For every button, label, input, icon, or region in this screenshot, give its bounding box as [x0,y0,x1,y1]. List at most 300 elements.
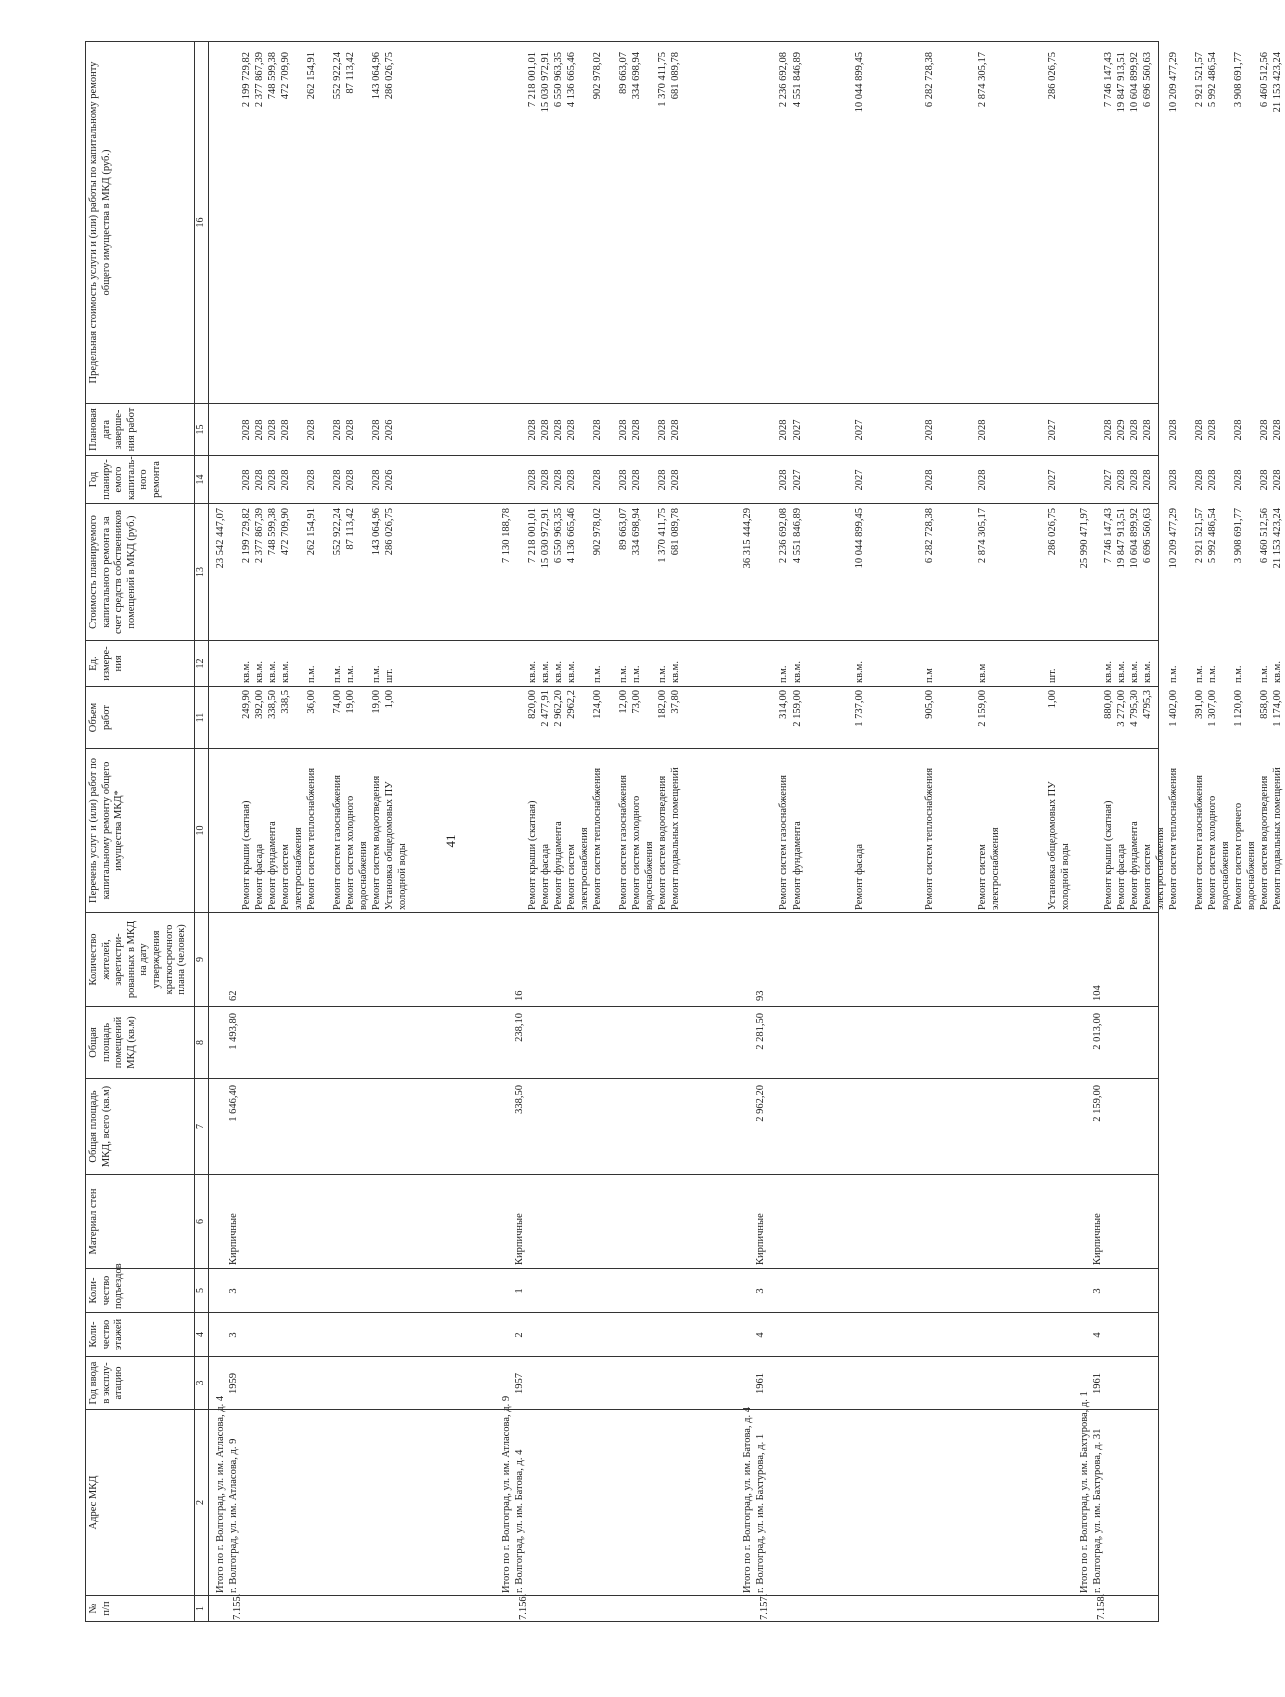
column-number: 8 [195,1007,209,1079]
work-cost: 552 922,24 [332,508,343,556]
header-area-total: Общая площадь МКД, всего (кв.м) [86,1079,195,1175]
work-cost: 5 992 486,54 [1207,508,1218,564]
work-volume: 2 159,00 [977,690,988,727]
column-number: 4 [195,1313,209,1357]
work-name-line: электроснабжения [293,827,304,910]
work-cost: 10 044 899,45 [854,508,865,569]
work-unit: кв.м. [1129,661,1140,683]
work-end-date: 2028 [618,419,629,441]
work-volume: 1 174,00 [1272,690,1283,727]
work-volume: 2 477,91 [540,690,551,727]
work-name-line: электроснабжения [1155,827,1166,910]
work-name-line: Ремонт систем теплоснабжения [924,767,935,910]
table-vertical-rule [209,503,1159,504]
work-volume: 880,00 [1103,690,1114,719]
work-repair-year: 2027 [1047,469,1058,491]
year-built: 1957 [514,1373,525,1394]
column-number: 13 [195,504,209,641]
work-unit: шт. [384,668,395,683]
work-cost: 89 663,07 [618,508,629,550]
area-rooms: 1 493,80 [228,1013,239,1050]
work-name [280,827,306,910]
work-repair-year: 2028 [332,469,343,491]
work-volume: 12,00 [618,690,629,714]
work-end-date: 2028 [371,419,382,441]
work-name-line: Ремонт фундамента [1129,821,1140,910]
work-limit-cost: 2 236 692,08 [778,52,789,108]
table-vertical-rule [209,1409,1159,1410]
work-limit-cost: 286 026,75 [384,52,395,100]
work-name-line: Ремонт фундамента [553,821,564,910]
work-volume: 820,00 [527,690,538,719]
work-name [1233,803,1259,910]
work-unit: кв.м [977,663,988,683]
work-name [1129,821,1142,910]
work-unit: п.м. [657,665,668,683]
work-unit: п.м. [1194,665,1205,683]
work-name [566,827,592,910]
work-name [527,800,540,910]
work-name-line: Ремонт систем водоотведения [1259,775,1270,910]
work-end-date: 2028 [254,419,265,441]
entrances: 3 [1092,1288,1103,1294]
work-cost: 4 136 665,46 [566,508,577,564]
work-volume: 338,50 [267,690,278,719]
row-address: г. Волгоград, ул. им. Батова, д. 4 [514,1449,525,1593]
work-name [657,776,670,910]
work-repair-year: 2028 [254,469,265,491]
table-vertical-rule [209,1174,1159,1175]
table-vertical-rule [209,748,1159,749]
work-name [1207,796,1233,910]
header-residents: Количество жителей, зарегистри- рованных в МКД на дату утверждения краткосрочного плана (человек) [86,913,195,1007]
work-name [1142,827,1168,910]
work-volume: 2962,2 [566,690,577,719]
group-total-cost: 36 315 444,29 [742,508,753,569]
work-limit-cost: 334 698,94 [631,52,642,100]
work-name [540,844,553,910]
work-end-date: 2028 [1103,419,1114,441]
work-cost: 143 064,96 [371,508,382,556]
work-unit: п.м. [371,665,382,683]
work-limit-cost: 6 550 963,35 [553,52,564,108]
work-volume: 1 307,00 [1207,690,1218,727]
work-cost: 286 026,75 [384,508,395,556]
work-end-date: 2028 [241,419,252,441]
work-volume: 19,00 [371,690,382,714]
group-total-label: Итого по г. Волгоград, ул. им. Атласова, д. 4 [215,1395,226,1593]
work-end-date: 2028 [924,419,935,441]
work-cost: 681 089,78 [670,508,681,556]
work-repair-year: 2028 [1168,469,1179,491]
work-repair-year: 2028 [592,469,603,491]
work-name-line: Ремонт фундамента [267,821,278,910]
header-address: Адрес МКД [86,1410,195,1596]
work-limit-cost: 2 377 867,39 [254,52,265,108]
floors: 2 [514,1332,525,1338]
work-name [631,796,657,910]
work-end-date: 2028 [778,419,789,441]
work-name [618,775,631,910]
column-number: 14 [195,456,209,504]
work-end-date: 2028 [631,419,642,441]
table-vertical-rule [209,1595,1159,1596]
work-unit: п.м. [332,665,343,683]
area-total: 2 962,20 [755,1085,766,1122]
work-name [345,796,371,910]
work-unit: кв.м. [854,661,865,683]
work-repair-year: 2028 [540,469,551,491]
area-total: 2 159,00 [1092,1085,1103,1122]
rotated-table-page [85,42,1283,1622]
work-unit: п.м. [1207,665,1218,683]
work-repair-year: 2027 [854,469,865,491]
work-name [1259,776,1272,910]
work-name-line: Ремонт крыши (скатная) [241,800,252,910]
work-cost: 2 377 867,39 [254,508,265,564]
work-name [553,821,566,910]
work-repair-year: 2028 [371,469,382,491]
column-number: 16 [195,42,209,404]
work-cost: 19 847 913,51 [1116,508,1127,569]
table-bottom-rule [1158,42,1159,1622]
work-name-line: Ремонт систем [977,844,988,910]
work-repair-year: 2028 [241,469,252,491]
header-cost: Стоимость планируемого капитального ремонта за счет средств собственников помещений в МКД (руб.) [86,504,195,641]
table-vertical-rule [209,1621,1159,1622]
work-end-date: 2026 [384,419,395,441]
work-cost: 6 696 560,63 [1142,508,1153,564]
work-unit: кв.м. [540,661,551,683]
work-name-line: Ремонт систем газоснабжения [618,775,629,910]
work-limit-cost: 19 847 913,51 [1116,52,1127,113]
work-name-line: Ремонт систем газоснабжения [778,775,789,910]
work-name-line: холодной воды [397,843,408,910]
work-unit: кв.м. [1142,661,1153,683]
work-name-line: Установка общедомовых ПУ [1047,781,1058,910]
work-name [1168,768,1181,910]
work-volume: 36,00 [306,690,317,714]
column-number: 1 [195,1596,209,1622]
work-name [384,781,410,910]
row-address: г. Волгоград, ул. им. Бахтурова, д. 31 [1092,1428,1103,1593]
work-limit-cost: 2 921 521,57 [1194,52,1205,108]
floors: 4 [1092,1332,1103,1338]
work-cost: 7 746 147,43 [1103,508,1114,564]
work-name-line: Ремонт систем газоснабжения [332,775,343,910]
work-cost: 3 908 691,77 [1233,508,1244,564]
column-number: 11 [195,687,209,749]
header-area-rooms: Общая площадь помещений МКД (кв.м) [86,1007,195,1079]
floors: 3 [228,1332,239,1338]
work-repair-year: 2028 [657,469,668,491]
work-cost: 10 209 477,29 [1168,508,1179,569]
work-name [1194,775,1207,910]
work-cost: 6 550 963,35 [553,508,564,564]
work-unit: п.м. [778,665,789,683]
table-vertical-rule [209,640,1159,641]
work-repair-year: 2028 [306,469,317,491]
work-unit: п.м. [1168,665,1179,683]
year-built: 1961 [755,1373,766,1394]
work-end-date: 2028 [1194,419,1205,441]
work-name [1047,781,1073,910]
work-name-line: Установка общедомовых ПУ [384,781,395,910]
work-name-line: водоснабжения [358,841,369,910]
table-vertical-rule [209,41,1159,42]
area-rooms: 238,10 [514,1013,525,1042]
area-rooms: 2 013,00 [1092,1013,1103,1050]
work-repair-year: 2028 [1129,469,1140,491]
work-name-line: холодной воды [1060,843,1071,910]
work-unit: кв.м. [280,661,291,683]
work-repair-year: 2028 [280,469,291,491]
group-total-label: Итого по г. Волгоград, ул. им. Батова, д. 4 [742,1406,753,1593]
work-name [267,821,280,910]
work-repair-year: 2028 [924,469,935,491]
work-end-date: 2028 [345,419,356,441]
work-repair-year: 2028 [631,469,642,491]
work-volume: 4 795,30 [1129,690,1140,727]
work-unit: п.м [924,668,935,683]
work-limit-cost: 2 199 729,82 [241,52,252,108]
work-repair-year: 2028 [977,469,988,491]
work-repair-year: 2027 [1103,469,1114,491]
header-entrances: Коли- чество подъездов [86,1269,195,1313]
table-vertical-rule [209,455,1159,456]
work-limit-cost: 6 460 512,56 [1259,52,1270,108]
work-repair-year: 2026 [384,469,395,491]
work-end-date: 2028 [1129,419,1140,441]
column-number: 7 [195,1079,209,1175]
work-volume: 391,00 [1194,690,1205,719]
work-end-date: 2028 [1233,419,1244,441]
work-name [670,767,683,910]
work-volume: 1,00 [1047,690,1058,709]
wall-material: Кирпичные [228,1213,239,1265]
year-built: 1961 [1092,1373,1103,1394]
work-name-line: водоснабжения [1246,841,1257,910]
work-name [371,776,384,910]
work-limit-cost: 7 218 001,01 [527,52,538,108]
work-volume: 858,00 [1259,690,1270,719]
work-end-date: 2028 [977,419,988,441]
work-repair-year: 2028 [670,469,681,491]
work-name-line: электроснабжения [579,827,590,910]
work-end-date: 2028 [566,419,577,441]
table-vertical-rule [209,1006,1159,1007]
work-name [977,827,1003,910]
area-rooms: 2 281,50 [755,1013,766,1050]
work-limit-cost: 4 136 665,46 [566,52,577,108]
work-cost: 6 282 728,38 [924,508,935,564]
group-total-cost: 25 990 471,97 [1079,508,1090,569]
table-vertical-rule [209,403,1159,404]
work-repair-year: 2028 [1194,469,1205,491]
work-unit: шт. [1047,668,1058,683]
work-name-line: водоснабжения [644,841,655,910]
group-total-cost: 7 130 188,78 [501,508,512,564]
work-name-line: электроснабжения [990,827,1001,910]
header-volume: Объем работ [86,687,195,749]
group-total-label: Итого по г. Волгоград, ул. им. Бахтурова, д. 1 [1079,1391,1090,1593]
work-limit-cost: 89 663,07 [618,52,629,94]
work-limit-cost: 472 709,90 [280,52,291,100]
work-name-line: Ремонт фасада [854,843,865,910]
work-end-date: 2028 [1207,419,1218,441]
work-end-date: 2028 [1142,419,1153,441]
work-volume: 4795,3 [1142,690,1153,719]
work-volume: 124,00 [592,690,603,719]
entrances: 1 [514,1288,525,1294]
work-volume: 73,00 [631,690,642,714]
work-volume: 1 737,00 [854,690,865,727]
work-limit-cost: 902 978,02 [592,52,603,100]
floors: 4 [755,1332,766,1338]
work-unit: кв.м. [553,661,564,683]
area-total: 1 646,40 [228,1085,239,1122]
work-repair-year: 2028 [345,469,356,491]
work-repair-year: 2028 [527,469,538,491]
work-unit: кв.м. [1116,661,1127,683]
work-end-date: 2028 [540,419,551,441]
table-vertical-rule [209,1356,1159,1357]
work-limit-cost: 10 209 477,29 [1168,52,1179,113]
work-name-line: Ремонт подвальных помещений [670,767,681,910]
row-address: г. Волгоград, ул. им. Бахтурова, д. 1 [755,1433,766,1593]
column-number: 12 [195,641,209,687]
work-repair-year: 2028 [1272,469,1283,491]
work-unit: п.м. [592,665,603,683]
work-limit-cost: 748 599,38 [267,52,278,100]
work-cost: 2 236 692,08 [778,508,789,564]
entrances: 3 [755,1288,766,1294]
work-cost: 2 199 729,82 [241,508,252,564]
work-name [854,844,867,910]
work-cost: 748 599,38 [267,508,278,556]
work-volume: 314,00 [778,690,789,719]
work-unit: кв.м. [670,661,681,683]
work-name [792,821,805,910]
work-name-line: Ремонт фасада [254,843,265,910]
work-unit: п.м. [306,665,317,683]
work-volume: 1,00 [384,690,395,709]
work-end-date: 2028 [592,419,603,441]
work-unit: кв.м. [566,661,577,683]
work-limit-cost: 143 064,96 [371,52,382,100]
work-volume: 2 962,20 [553,690,564,727]
work-limit-cost: 21 153 423,24 [1272,52,1283,113]
work-cost: 334 698,94 [631,508,642,556]
residents: 16 [514,990,525,1001]
work-cost: 1 370 411,75 [657,508,668,563]
header-limit-cost: Предельная стоимость услуги и (или) работы по капитальному ремонту общего имущества в МКД (руб.) [86,42,195,404]
work-end-date: 2027 [1047,419,1058,441]
work-cost: 7 218 001,01 [527,508,538,564]
work-end-date: 2028 [657,419,668,441]
work-unit: п.м. [1259,665,1270,683]
work-unit: кв.м. [241,661,252,683]
work-cost: 10 604 899,92 [1129,508,1140,569]
work-name-line: Ремонт систем водоотведения [657,775,668,910]
work-name-line: Ремонт систем газоснабжения [1194,775,1205,910]
residents: 93 [755,990,766,1001]
work-cost: 2 921 521,57 [1194,508,1205,564]
work-limit-cost: 6 696 560,63 [1142,52,1153,108]
work-end-date: 2028 [280,419,291,441]
column-number: 15 [195,404,209,456]
group-total-cost: 23 542 447,07 [215,508,226,569]
work-volume: 1 120,00 [1233,690,1244,727]
work-volume: 338,5 [280,690,291,714]
table-vertical-rule [209,912,1159,913]
work-limit-cost: 87 113,42 [345,52,356,94]
work-repair-year: 2028 [778,469,789,491]
work-end-date: 2028 [553,419,564,441]
capital-repair-table-header [85,41,209,1622]
work-volume: 37,80 [670,690,681,714]
work-repair-year: 2028 [1233,469,1244,491]
column-number: 9 [195,913,209,1007]
table-vertical-rule [209,1312,1159,1313]
work-cost: 472 709,90 [280,508,291,556]
work-limit-cost: 4 551 846,89 [792,52,803,108]
row-number: 7.155. [232,1593,243,1620]
work-repair-year: 2028 [566,469,577,491]
work-cost: 21 153 423,24 [1272,508,1283,569]
work-name-line: Ремонт фасада [540,843,551,910]
residents: 104 [1092,985,1103,1001]
work-cost: 902 978,02 [592,508,603,556]
work-limit-cost: 552 922,24 [332,52,343,100]
header-works: Перечень услуг и (или) работ по капитальному ремонту общего имущества МКД* [86,749,195,913]
work-name-line: Ремонт систем теплоснабжения [592,767,603,910]
work-unit: кв.м. [792,661,803,683]
column-number: 3 [195,1357,209,1410]
work-volume: 392,00 [254,690,265,719]
column-number: 10 [195,749,209,913]
column-number: 2 [195,1410,209,1596]
wall-material: Кирпичные [514,1213,525,1265]
work-volume: 3 272,00 [1116,690,1127,727]
work-name [1116,844,1129,910]
work-end-date: 2027 [792,419,803,441]
wall-material: Кирпичные [1092,1213,1103,1265]
work-limit-cost: 6 282 728,38 [924,52,935,108]
work-limit-cost: 10 604 899,92 [1129,52,1140,113]
work-name [241,800,254,910]
work-name-line: Ремонт систем холодного [1207,795,1218,910]
work-end-date: 2029 [1116,419,1127,441]
work-name-line: Ремонт крыши (скатная) [527,800,538,910]
work-limit-cost: 1 370 411,75 [657,52,668,107]
table-vertical-rule [209,686,1159,687]
work-limit-cost: 5 992 486,54 [1207,52,1218,108]
work-repair-year: 2028 [267,469,278,491]
header-num: № п/п [86,1596,195,1622]
work-volume: 249,90 [241,690,252,719]
header-repair-year: Год планиру- емого капиталь- ного ремонта [86,456,195,504]
work-volume: 74,00 [332,690,343,714]
work-end-date: 2028 [267,419,278,441]
work-name [332,775,345,910]
work-limit-cost: 2 874 305,17 [977,52,988,108]
entrances: 3 [228,1288,239,1294]
work-repair-year: 2028 [618,469,629,491]
work-repair-year: 2028 [553,469,564,491]
work-end-date: 2028 [1168,419,1179,441]
work-end-date: 2028 [670,419,681,441]
